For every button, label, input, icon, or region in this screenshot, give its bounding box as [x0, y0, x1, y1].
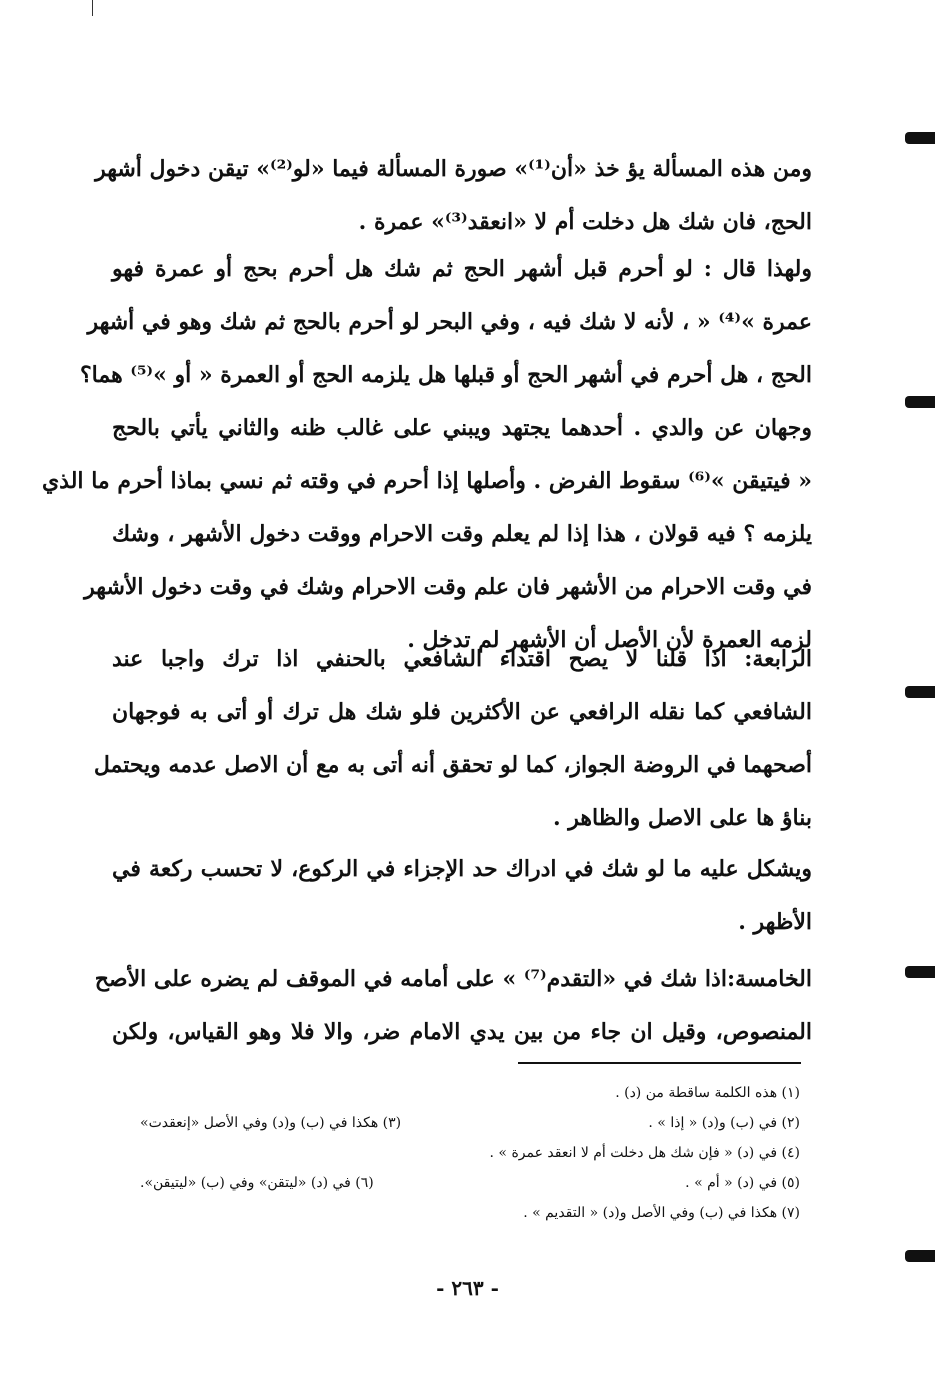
text-line: المنصوص، وقيل ان جاء من بين يدي الامام ضر، والا فلا وهو القياس، ولكن	[112, 1019, 812, 1045]
footnote: (٥) في (د) « أم » .	[685, 1175, 800, 1191]
footnotes	[140, 1078, 800, 1228]
text-line: وجهان عن والدي . أحدهما يجتهد ويبني على غالب ظنه والثاني يأتي بالحج	[112, 415, 812, 441]
text-line: الخامسة:اذا شك في «التقدم⁽⁷⁾ » على أمامه في الموقف لم يضره على الأصح	[94, 966, 812, 992]
footnote: (٦) في (د) «ليتقن» وفي (ب) «ليتيقن».	[140, 1175, 374, 1191]
footnote-row	[140, 1168, 800, 1198]
paragraph	[95, 143, 812, 249]
footnote-row	[140, 1198, 800, 1228]
scan-edge-mark	[92, 0, 93, 16]
text-line: الشافعي كما نقله الرافعي عن الأكثرين فلو شك هل ترك أو أتى به فوجهان	[112, 699, 812, 725]
paragraph	[94, 953, 812, 1059]
footnote: (٢) في (ب) و(د) « إذا » .	[648, 1115, 800, 1131]
text-line: ومن هذه المسألة يؤ خذ «أن⁽¹⁾» صورة المسألة فيما «لو⁽²⁾» تيقن دخول أشهر	[95, 156, 812, 182]
binding-mark	[905, 396, 935, 408]
text-line: أصحهما في الروضة الجواز، كما لو تحقق أنه أتى به مع أن الاصل عدمه ويحتمل	[93, 752, 812, 778]
footnote-row	[140, 1138, 800, 1168]
text-line: الرابعة: اذا قلنا لا يصح اقتداء الشافعي بالحنفي اذا ترك واجبا عند	[112, 646, 812, 672]
footnote-row	[140, 1078, 800, 1108]
text-line: « فيتيقن »⁽⁶⁾ سقوط الفرض . وأصلها إذا أحرم في وقته ثم نسي بماذا أحرم ما الذي	[41, 468, 812, 494]
binding-mark	[905, 966, 935, 978]
binding-mark	[905, 686, 935, 698]
footnote: (٧) هكذا في (ب) وفي الأصل و(د) « التقديم » .	[523, 1205, 800, 1221]
text-line: الحج ، هل أحرم في أشهر الحج أو قبلها هل يلزمه الحج أو العمرة « أو »⁽⁵⁾ هما؟	[79, 362, 812, 388]
page-number: - ٢٦٣ -	[436, 1276, 499, 1300]
text-line: ويشكل عليه ما لو شك في ادراك حد الإجزاء في الركوع، لا تحسب ركعة في	[112, 856, 812, 882]
footnote: (١) هذه الكلمة ساقطة من (د) .	[615, 1085, 800, 1101]
paragraph	[93, 633, 812, 845]
footnote: (٤) في (د) « فإن شك هل دخلت أم لا انعقد عمرة » .	[489, 1145, 800, 1161]
footnote-separator	[518, 1062, 801, 1064]
footnote-row	[140, 1108, 800, 1138]
paragraph	[41, 243, 812, 667]
binding-mark	[905, 1250, 935, 1262]
text-line: بناؤ ها على الاصل والظاهر .	[552, 805, 812, 831]
footnote: (٣) هكذا في (ب) و(د) وفي الأصل «إنعقدت»	[140, 1115, 402, 1131]
text-line: لزمه العمرة لأن الأصل أن الأشهر لم تدخل .	[407, 627, 812, 653]
text-line: في وقت الاحرام من الأشهر فان علم وقت الاحرام وشك في وقت دخول الأشهر	[84, 574, 812, 600]
text-line: الأظهر .	[738, 909, 812, 935]
paragraph	[112, 843, 812, 949]
text-line: يلزمه ؟ فيه قولان ، هذا إذا لم يعلم وقت الاحرام ووقت دخول الأشهر ، وشك	[112, 521, 812, 547]
text-line: عمرة »⁽⁴⁾ « ، لأنه لا شك فيه ، وفي البحر لو أحرم بالحج ثم شك وهو في أشهر	[87, 309, 812, 335]
text-line: ولهذا قال : لو أحرم قبل أشهر الحج ثم شك هل أحرم بحج أو عمرة فهو	[112, 256, 812, 282]
text-line: الحج، فان شك هل دخلت أم لا «انعقد⁽³⁾» عمرة .	[358, 209, 812, 235]
binding-mark	[905, 132, 935, 144]
